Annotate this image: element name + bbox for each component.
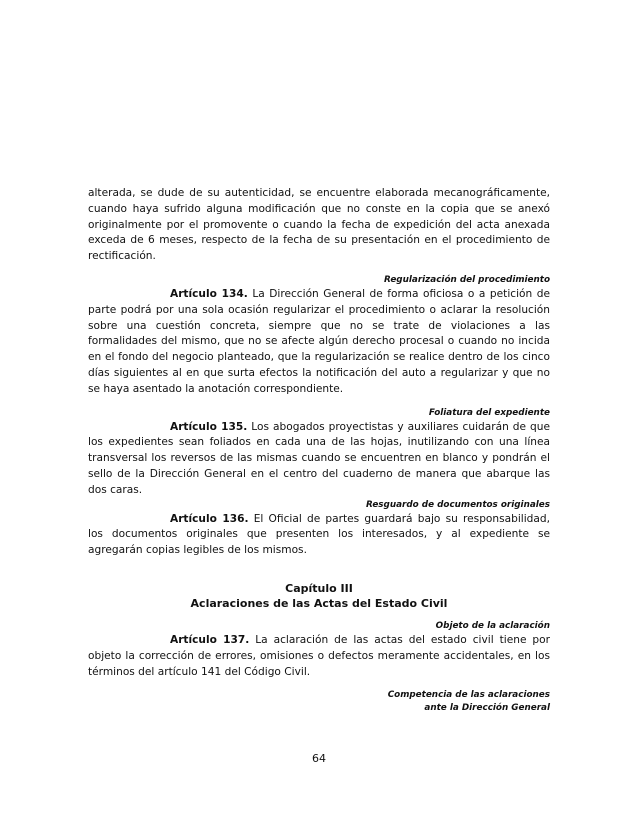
chapter-heading [88, 581, 550, 611]
page-content [88, 186, 550, 715]
heading-resguardo: Resguardo de documentos originales [366, 499, 550, 510]
article-134-text: La Dirección General de forma oficiosa o a petición de parte podrá por una sola ocasión regularizar el procedimiento o aclarar la resolución sobre una cuestión concreta, siempre que no se trate de violaciones a las formalidades del mismo, que no se afecte algún derecho procesal o cuando no incida en el fondo del negocio planteado, que la regularización se realice dentro de los cinco días siguientes al en que surta efectos la notificación del auto a regularizar y que no se haya asentado la anotación correspondiente. [88, 287, 550, 395]
article-135-title: Artículo 135. [170, 420, 248, 433]
article-134-title: Artículo 134. [170, 287, 248, 300]
heading-competencia-line2: ante la Dirección General [424, 703, 550, 714]
article-136-text: El Oficial de partes guardará bajo su responsabilidad, los documentos originales que presenten los interesados, y al expediente se agregarán copias legibles de los mismos. [88, 512, 550, 557]
chapter-title: Aclaraciones de las Actas del Estado Civil [190, 596, 448, 610]
heading-foliatura: Foliatura del expediente [428, 407, 550, 418]
article-134 [88, 287, 550, 398]
heading-competencia [88, 689, 550, 715]
article-137-title: Artículo 137. [170, 633, 250, 646]
article-136-title: Artículo 136. [170, 512, 249, 525]
heading-regularizacion: Regularización del procedimiento [384, 274, 550, 285]
chapter-number: Capítulo III [285, 581, 353, 595]
article-137-text: La aclaración de las actas del estado civil tiene por objeto la corrección de errores, omisiones o defectos meramente accidentales, en los términos del artículo 141 del Código Civil. [88, 633, 550, 678]
article-137 [88, 633, 550, 680]
heading-objeto: Objeto de la aclaración [435, 620, 550, 631]
page-number: 64 [312, 752, 326, 765]
article-135-text: Los abogados proyectistas y auxiliares cuidarán de que los expedientes sean foliados en cada una de las hojas, inutilizando con una línea transversal los reversos de las mismas cuando se encuentren en blanco y pondrán el sello de la Dirección General en el centro del cuaderno de manera que abarque las dos caras. [88, 420, 550, 496]
article-136 [88, 512, 550, 559]
article-135 [88, 420, 550, 499]
continuation-paragraph: alterada, se dude de su autenticidad, se encuentre elaborada mecanográficamente, cuando haya sufrido alguna modificación que no conste en la copia que se anexó originalmente por el promovente o cuando la fecha de expedición del acta anexada exceda de 6 meses, respecto de la fecha de su presentación en el procedimiento de rectificación. [88, 187, 550, 263]
heading-competencia-line1: Competencia de las aclaraciones [387, 690, 550, 701]
